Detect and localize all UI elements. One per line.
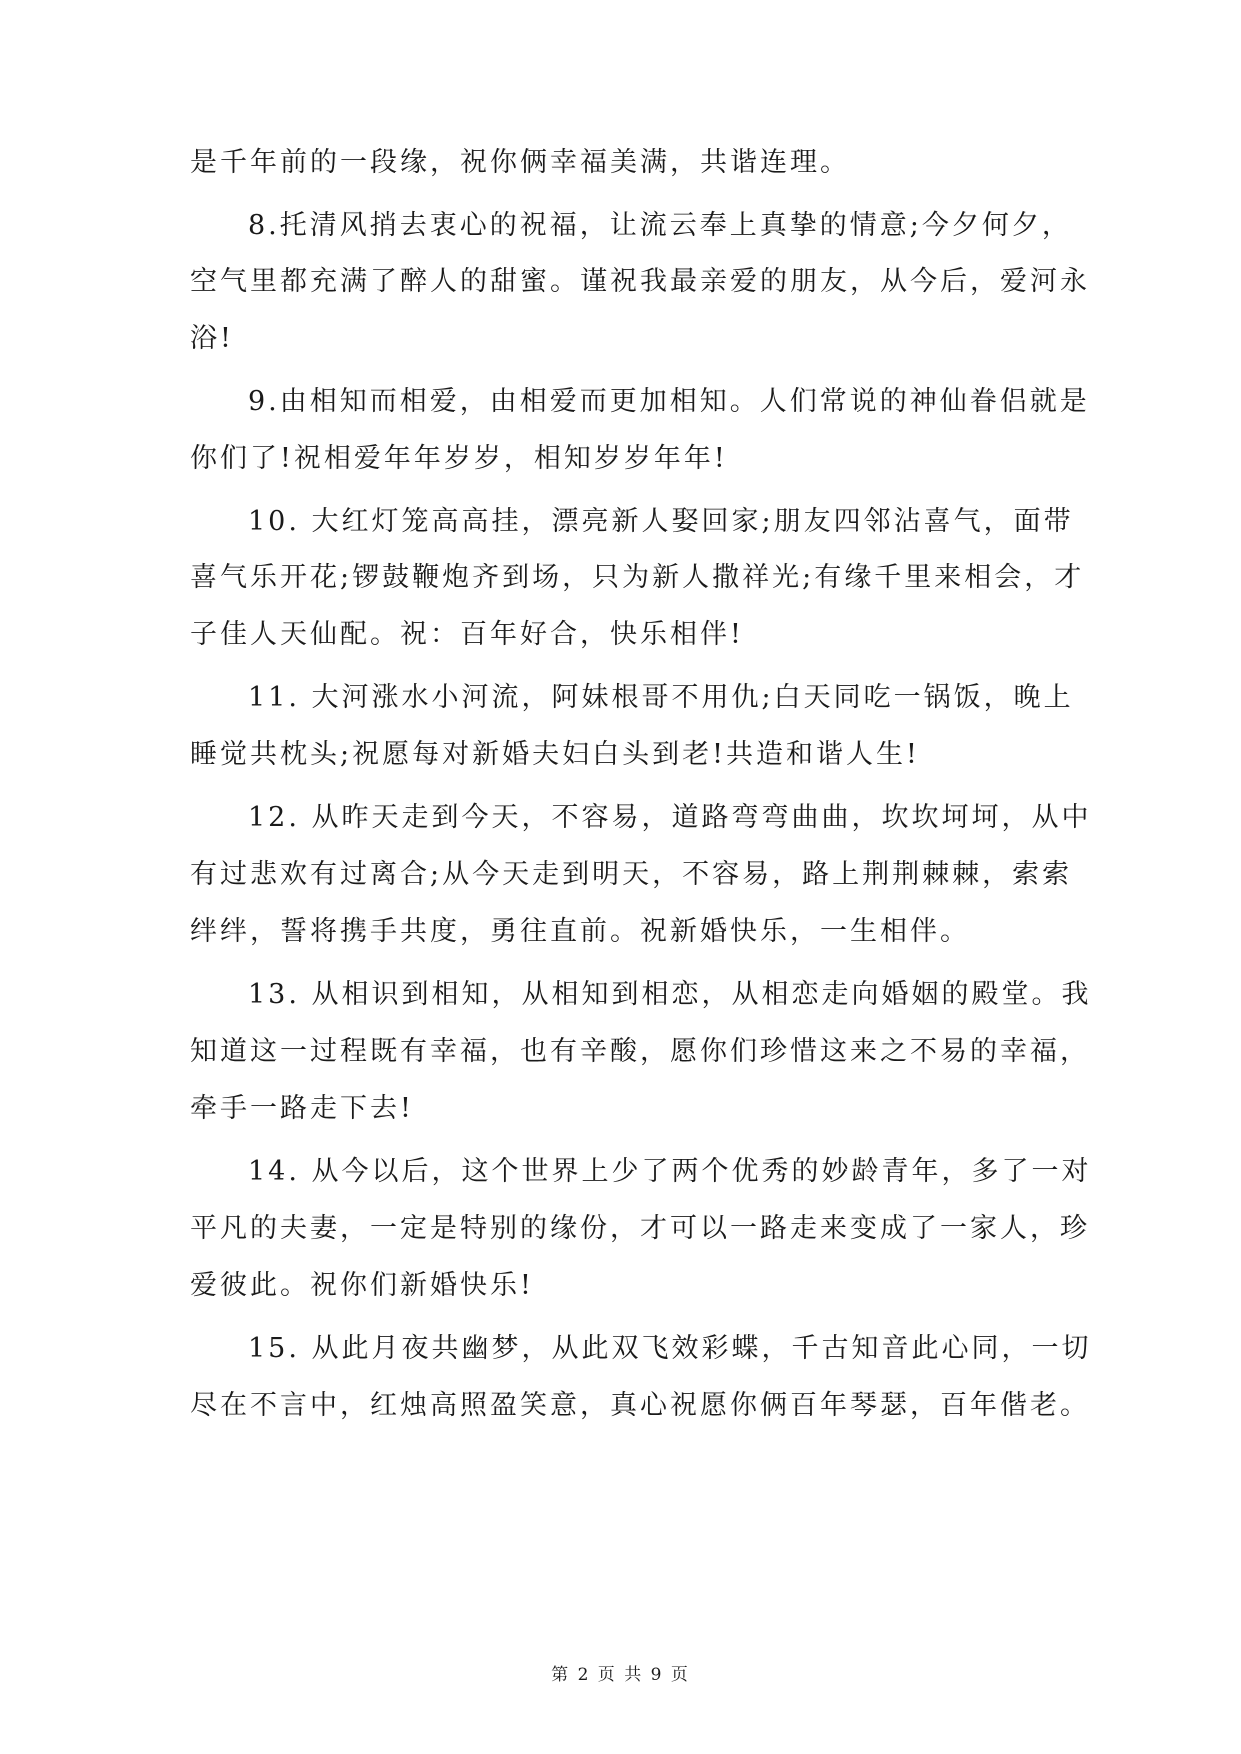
text-line: 浴! <box>190 323 234 354</box>
text-line: 子佳人天仙配。祝：百年好合，快乐相伴! <box>190 619 744 650</box>
text-line: 你们了!祝相爱年年岁岁，相知岁岁年年! <box>190 443 728 474</box>
text-line: 牵手一路走下去! <box>190 1093 414 1124</box>
text-line: 15. 从此月夜共幽梦，从此双飞效彩蝶，千古知音此心同，一切 <box>248 1333 1092 1364</box>
text-line: 11. 大河涨水小河流，阿妹根哥不用仇;白天同吃一锅饭，晚上 <box>248 682 1074 713</box>
text-line: 14. 从今以后，这个世界上少了两个优秀的妙龄青年，多了一对 <box>248 1156 1092 1187</box>
text-line: 10. 大红灯笼高高挂，漂亮新人娶回家;朋友四邻沾喜气，面带 <box>248 506 1074 537</box>
text-line: 爱彼此。祝你们新婚快乐! <box>190 1270 534 1301</box>
page-footer: 第 2 页 共 9 页 <box>551 1665 690 1685</box>
text-line: 绊绊，誓将携手共度，勇往直前。祝新婚快乐，一生相伴。 <box>190 916 970 947</box>
text-line: 喜气乐开花;锣鼓鞭炮齐到场，只为新人撒祥光;有缘千里来相会，才 <box>190 562 1085 593</box>
text-line: 8.托清风捎去衷心的祝福，让流云奉上真挚的情意;今夕何夕， <box>248 210 1072 241</box>
text-line: 睡觉共枕头;祝愿每对新婚夫妇白头到老!共造和谐人生! <box>190 739 920 770</box>
text-line: 尽在不言中，红烛高照盈笑意，真心祝愿你俩百年琴瑟，百年偕老。 <box>190 1390 1090 1421</box>
text-line: 空气里都充满了醉人的甜蜜。谨祝我最亲爱的朋友，从今后，爱河永 <box>190 266 1090 297</box>
text-line: 平凡的夫妻，一定是特别的缘份，才可以一路走来变成了一家人，珍 <box>190 1213 1090 1244</box>
text-line: 是千年前的一段缘，祝你俩幸福美满，共谐连理。 <box>190 147 850 178</box>
text-line: 有过悲欢有过离合;从今天走到明天，不容易，路上荆荆棘棘，索索 <box>190 859 1073 890</box>
text-line: 知道这一过程既有幸福，也有辛酸，愿你们珍惜这来之不易的幸福， <box>190 1036 1090 1067</box>
text-line: 9.由相知而相爱，由相爱而更加相知。人们常说的神仙眷侣就是 <box>248 386 1090 417</box>
text-line: 13. 从相识到相知，从相知到相恋，从相恋走向婚姻的殿堂。我 <box>248 979 1092 1010</box>
text-line: 12. 从昨天走到今天，不容易，道路弯弯曲曲，坎坎坷坷，从中 <box>248 802 1092 833</box>
